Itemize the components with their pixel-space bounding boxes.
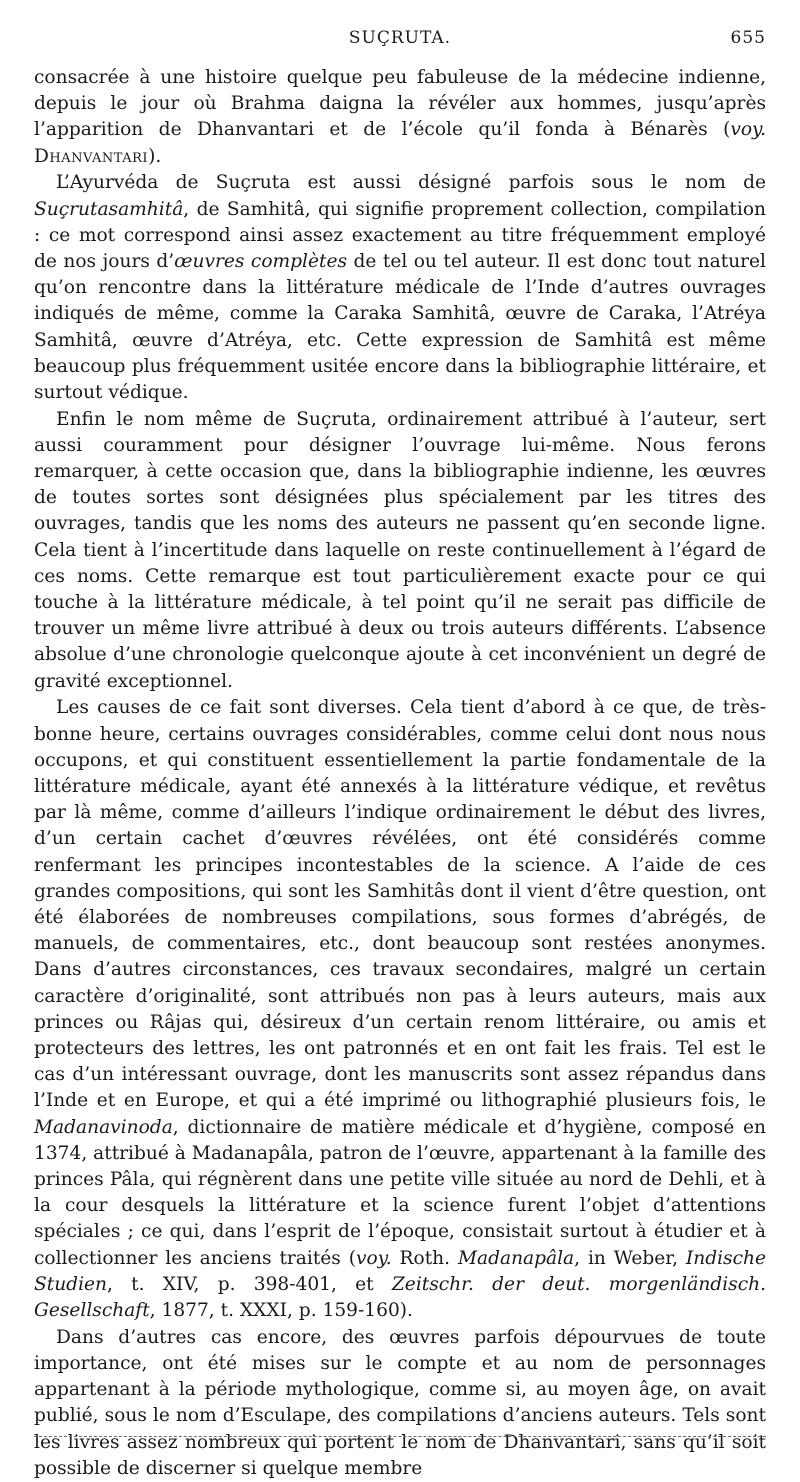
italic-text: Zeitschr. der deut. morgenländisch. Gesellschaft — [34, 1273, 766, 1322]
paragraph-p1 — [34, 65, 766, 170]
paragraph-p3 — [34, 407, 766, 695]
paragraph-p5 — [34, 1325, 766, 1482]
footer-rule — [34, 1436, 766, 1437]
text-run: , 1877, t. XXXI, p. 159-160). — [149, 1300, 413, 1322]
body-text — [34, 65, 766, 1482]
paragraph-p4 — [34, 695, 766, 1324]
running-title: SUÇRUTA. — [348, 28, 452, 48]
italic-text: voy. — [355, 1247, 392, 1269]
italic-text: Madanavinoda — [34, 1116, 173, 1138]
smallcaps-text: Dhanvantari — [34, 145, 149, 167]
text-run: Roth. — [391, 1247, 458, 1269]
italic-text: Indische Studien — [34, 1247, 766, 1295]
italic-text: œuvres complètes — [174, 250, 348, 272]
text-run: Dans d’autres cas encore, des œuvres parfois dépourvues de toute importance, ont été mises sur le compte et au nom de personnages appartenant à la période mythologique, comme si, au moyen âge, on avait publié, sous le nom d’Esculape, des compilations d’anciens auteurs. Tels sont les livres assez nombreux qui portent le nom de Dhanvantari, sans qu’il soit possible de discerner si quelque membre — [34, 1326, 766, 1479]
italic-text: voy. — [730, 119, 766, 141]
text-run: , de Samhitâ, qui signifie proprement collection, compilation : ce mot correspond ainsi assez exactement au titre fréquemment employé de nos jours d’ — [34, 198, 766, 272]
text-run: L’Ayurvéda de Suçruta est aussi désigné parfois sous le nom de — [56, 172, 766, 194]
text-run: consacrée à une histoire quelque peu fabuleuse de la médecine indienne, depuis le jour où Brahma daigna la révéler aux hommes, jusqu’après l’apparition de Dhanvantari et de l’école qu’il fonda à Bénarès ( — [34, 67, 766, 141]
text-run: Les causes de ce fait sont diverses. Cela tient d’abord à ce que, de très-bonne heure, certains ouvrages considérables, comme celui dont nous nous occupons, et qui constituent essentiellement la partie fondamentale de la littérature médicale, ayant été annexés à la littérature védique, et revêtus par là même, comme d’ailleurs l’indique ordinairement le début des livres, d’un certain cachet d’œuvres révélées, ont été considérés comme renfermant les principes incontestables de la science. A l’aide de ces grandes compositions, qui sont les Samhitâs dont il vient d’être question, ont été élaborées de nombreuses compilations, sous formes d’abrégés, de manuels, de commentaires, etc., dont beaucoup sont restées anonymes. Dans d’autres circonstances, ces travaux secondaires, malgré un certain caractère d’originalité, sont attribués non pas à leurs auteurs, mais aux princes ou Râjas qui, désireux d’un certain renom littéraire, ou amis et protecteurs des lettres, les ont patronnés et en ont fait les frais. Tel est le cas d’un intéressant ouvrage, dont les manuscrits sont assez répandus dans l’Inde et en Europe, et qui a été imprimé ou lithographié plusieurs fois, le — [34, 697, 766, 1112]
text-run: Enfin le nom même de Suçruta, ordinairement attribué à l’auteur, sert aussi couramment pour désigner l’ouvrage lui-même. Nous ferons remarquer, à cette occasion que, dans la bibliographie indienne, les œuvres de toutes sortes sont désignées plus spécialement par les titres des ouvrages, tandis que les noms des auteurs ne passent qu’en seconde ligne. Cela tient à l’incertitude dans laquelle on reste continuellement à l’égard de ces noms. Cette remarque est tout particulièrement exacte pour ce qui touche à la littérature médicale, à tel point qu’il ne serait pas difficile de trouver un même livre attribué à deux ou trois auteurs différents. L’absence absolue d’une chronologie quelconque ajoute à cet inconvénient un degré de gravité exceptionnel. — [34, 408, 766, 692]
text-run: , t. XIV, p. 398-401, et — [107, 1273, 392, 1295]
italic-text: Suçrutasamhitâ — [34, 198, 184, 220]
text-run: , dictionnaire de matière médicale et d’hygiène, composé en 1374, attribué à Madanapâla, patron de l’œuvre, appartenant à la famille des princes Pâla, qui régnèrent dans une petite ville située au nord de Dehli, et à la cour desquels la littérature et la science furent l’objet d’attentions spéciales ; ce qui, dans l’esprit de l’époque, consistait surtout à étudier et à collectionner les anciens traités ( — [34, 1116, 766, 1269]
italic-text: Madanapâla — [457, 1247, 575, 1269]
page-number: 655 — [730, 28, 766, 48]
text-run: de tel ou tel auteur. Il est donc tout naturel qu’on rencontre dans la littérature médicale de l’Inde d’autres ouvrages indiqués de même, comme la Caraka Samhitâ, œuvre de Caraka, l’Atréya Samhitâ, œuvre d’Atréya, etc. Cette expression de Samhitâ est même beaucoup plus fréquemment usitée encore dans la bibliographie littéraire, et surtout védique. — [34, 250, 767, 403]
text-run: , in Weber, — [574, 1247, 686, 1269]
text-run: ). — [148, 145, 162, 167]
running-header — [34, 28, 766, 58]
paragraph-p2 — [34, 170, 766, 406]
